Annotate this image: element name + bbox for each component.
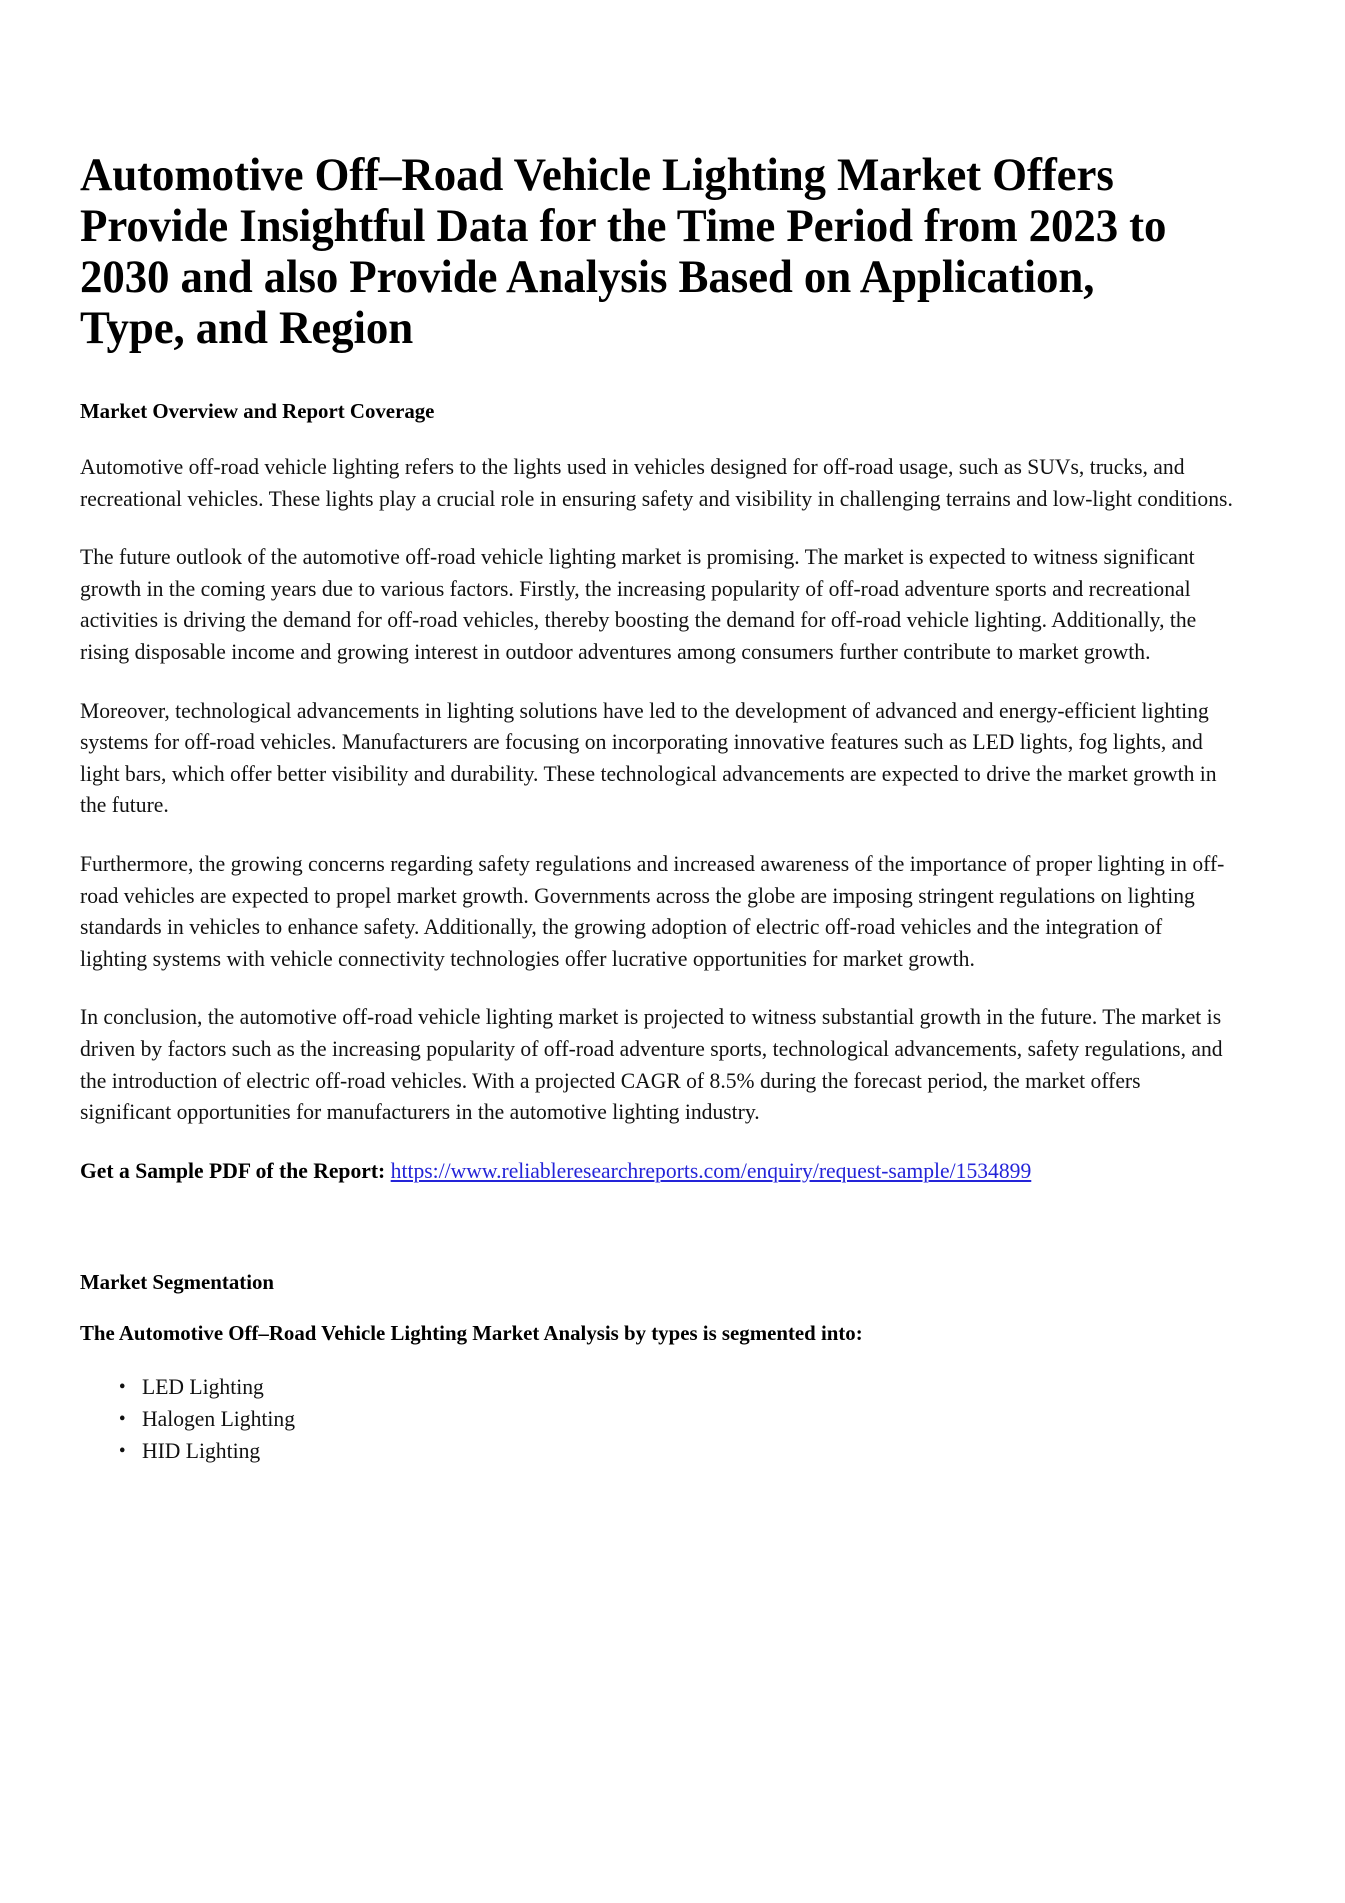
paragraph-technological-advancements: Moreover, technological advancements in lighting solutions have led to the development of advanced and energy-efficient lighting systems for off-road vehicles. Manufacturers are focusing on incorporating innovative features such as LED lights, fog lights, and light bars, which offer better visibility and durability. These technological advancements are expected to drive the market growth in the future.: [80, 697, 1217, 818]
paragraph-future-outlook: The future outlook of the automotive off-road vehicle lighting market is promising. The market is expected to witness significant growth in the coming years due to various factors. Firstly, the increasing popularity of off-road adventure sports and recreational activities is driving the demand for off-road vehicles, thereby boosting the demand for off-road vehicle lighting. Additionally, the rising disposable income and growing interest in outdoor adventures among consumers further contribute to market growth.: [80, 544, 1197, 664]
bullet-icon: •: [118, 1440, 126, 1463]
segmentation-types-intro: The Automotive Off–Road Vehicle Lighting Market Analysis by types is segmented into:: [80, 1321, 863, 1346]
list-item: [118, 1371, 1235, 1403]
list-item-label: HID Lighting: [142, 1438, 261, 1464]
paragraph-safety-regulations: Furthermore, the growing concerns regarding safety regulations and increased awareness of the importance of proper lighting in off-road vehicles are expected to propel market growth. Governments across the globe are imposing stringent regulations on lighting standards in vehicles to enhance safety. Additionally, the growing adoption of electric off-road vehicles and the integration of lighting systems with vehicle connectivity technologies offer lucrative opportunities for market growth.: [80, 850, 1225, 971]
segmentation-type-list: [80, 1371, 1275, 1467]
paragraph-definition: Automotive off-road vehicle lighting refers to the lights used in vehicles designed for off-road usage, such as SUVs, trucks, and recreational vehicles. These lights play a crucial role in ensuring safety and visibility in challenging terrains and low-light conditions.: [80, 454, 1233, 511]
page-title: Automotive Off–Road Vehicle Lighting Market Offers Provide Insightful Data for the Time Period from 2023 to 2030 and also Provide Analysis Based on Application, Type, and Region: [80, 149, 1167, 354]
section-heading-market-segmentation: Market Segmentation: [80, 1270, 275, 1295]
list-item-label: Halogen Lighting: [142, 1406, 296, 1432]
list-item-label: LED Lighting: [142, 1374, 264, 1400]
sample-pdf-label: Get a Sample PDF of the Report:: [80, 1157, 386, 1183]
list-item: [118, 1435, 1235, 1467]
section-heading-market-overview: Market Overview and Report Coverage: [80, 399, 435, 423]
bullet-icon: •: [118, 1408, 126, 1431]
paragraph-conclusion: In conclusion, the automotive off-road vehicle lighting market is projected to witness substantial growth in the future. The market is driven by factors such as the increasing popularity of off-road adventure sports, technological advancements, safety regulations, and the introduction of electric off-road vehicles. With a projected CAGR of 8.5% during the forecast period, the market offers significant opportunities for manufacturers in the automotive lighting industry.: [80, 1004, 1223, 1125]
section-spacer: [80, 1213, 1275, 1269]
bullet-icon: •: [118, 1376, 126, 1399]
request-sample-link[interactable]: https://www.reliableresearchreports.com/enquiry/request-sample/1534899: [390, 1157, 1032, 1183]
sample-pdf-line: [80, 1155, 1233, 1187]
list-item: [118, 1403, 1235, 1435]
